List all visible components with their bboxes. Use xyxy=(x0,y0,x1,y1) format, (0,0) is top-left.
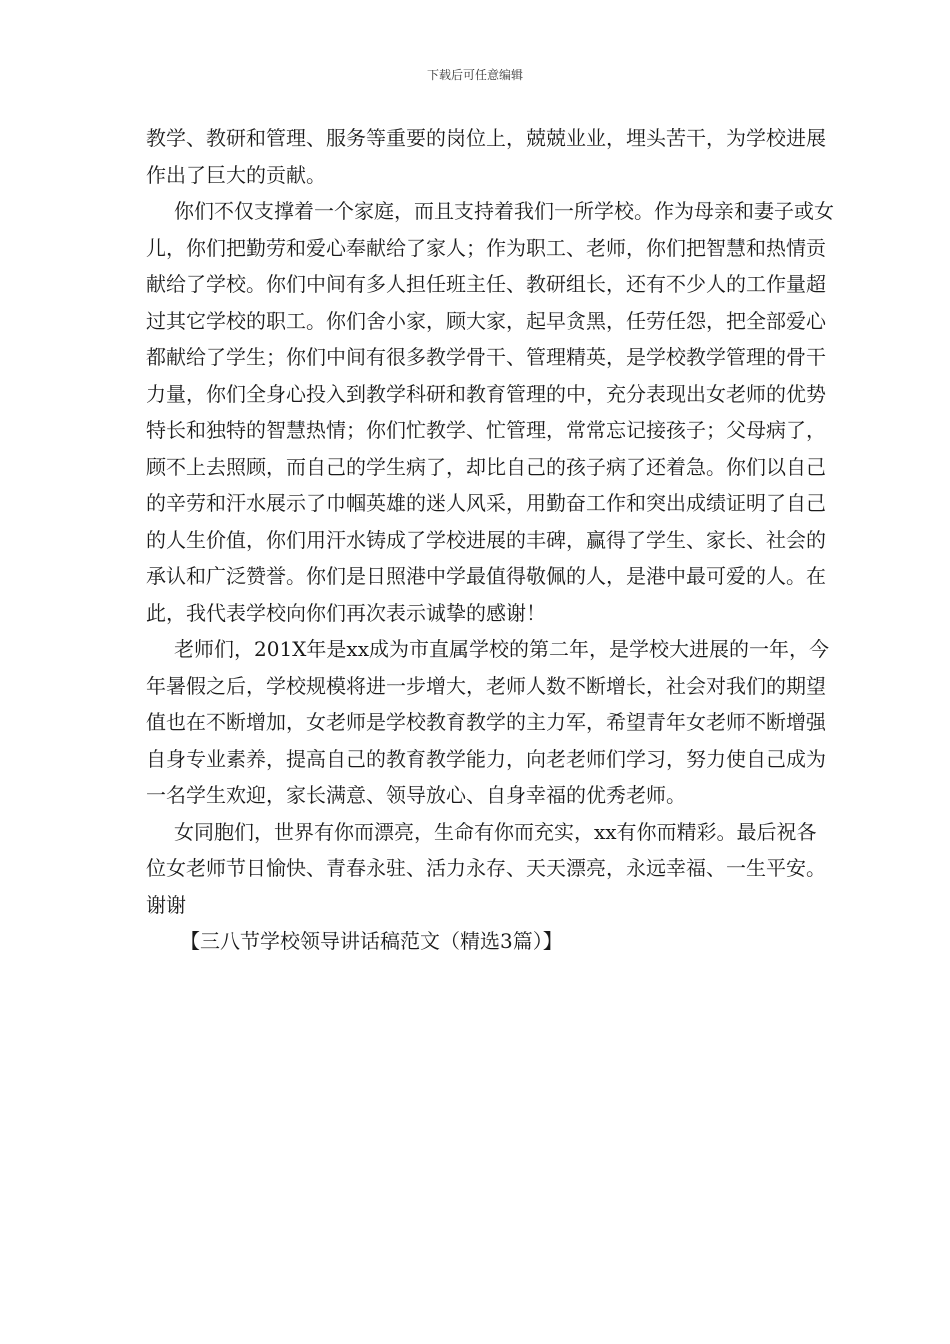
text-line: 老师们，201X年是xx成为市直属学校的第二年，是学校大进展的一年，今 xyxy=(174,637,829,661)
text-line: 谢谢 xyxy=(146,892,186,917)
text-line: 的辛劳和汗水展示了巾帼英雄的迷人风采，用勤奋工作和突出成绩证明了自己 xyxy=(146,491,826,515)
text-line: 顾不上去照顾，而自己的学生病了，却比自己的孩子病了还着急。你们以自己 xyxy=(146,454,826,479)
footer-title: 【三八节学校领导讲话稿范文（精选3篇）】 xyxy=(180,929,563,953)
text-line: 年暑假之后，学校规模将进一步增大，老师人数不断增长，社会对我们的期望 xyxy=(146,673,826,698)
paragraph xyxy=(146,814,826,924)
paragraph xyxy=(146,193,834,631)
text-line: 儿，你们把勤劳和爱心奉献给了家人；作为职工、老师，你们把智慧和热情贡 xyxy=(146,235,826,260)
text-line: 作出了巨大的贡献。 xyxy=(146,162,326,187)
text-line: 自身专业素养，提高自己的教育教学能力，向老老师们学习，努力使自己成为 xyxy=(146,746,826,771)
text-line: 过其它学校的职工。你们舍小家，顾大家，起早贪黑，任劳任怨，把全部爱心 xyxy=(146,308,826,333)
text-line: 都献给了学生；你们中间有很多教学骨干、管理精英，是学校教学管理的骨干 xyxy=(146,345,826,369)
text-line: 你们不仅支撑着一个家庭，而且支持着我们一所学校。作为母亲和妻子或女 xyxy=(174,199,834,223)
document-body xyxy=(146,120,834,960)
text-line: 承认和广泛赞誉。你们是日照港中学最值得敬佩的人，是港中最可爱的人。在 xyxy=(146,564,826,588)
paragraph xyxy=(146,631,829,814)
text-line: 此，我代表学校向你们再次表示诚挚的感谢！ xyxy=(146,600,546,625)
paragraph xyxy=(146,120,826,193)
text-line: 位女老师节日愉快、青春永驻、活力永存、天天漂亮，永远幸福、一生平安。 xyxy=(146,856,826,880)
text-line: 值也在不断增加，女老师是学校教育教学的主力军，希望青年女老师不断增强 xyxy=(146,710,826,734)
text-line: 教学、教研和管理、服务等重要的岗位上，兢兢业业，埋头苦干，为学校进展 xyxy=(146,126,826,150)
text-line: 力量，你们全身心投入到教学科研和教育管理的中，充分表现出女老师的优势 xyxy=(146,381,826,406)
page-header: 下载后可任意编辑 xyxy=(426,68,523,82)
text-line: 的人生价值，你们用汗水铸成了学校进展的丰碑，赢得了学生、家长、社会的 xyxy=(146,527,826,552)
text-line: 特长和独特的智慧热情；你们忙教学、忙管理，常常忘记接孩子；父母病了， xyxy=(146,418,826,442)
text-line: 献给了学校。你们中间有多人担任班主任、教研组长，还有不少人的工作量超 xyxy=(146,272,826,296)
text-line: 女同胞们，世界有你而漂亮，生命有你而充实，xx有你而精彩。最后祝各 xyxy=(174,819,817,844)
text-line: 一名学生欢迎，家长满意、领导放心、自身幸福的优秀老师。 xyxy=(146,783,686,807)
